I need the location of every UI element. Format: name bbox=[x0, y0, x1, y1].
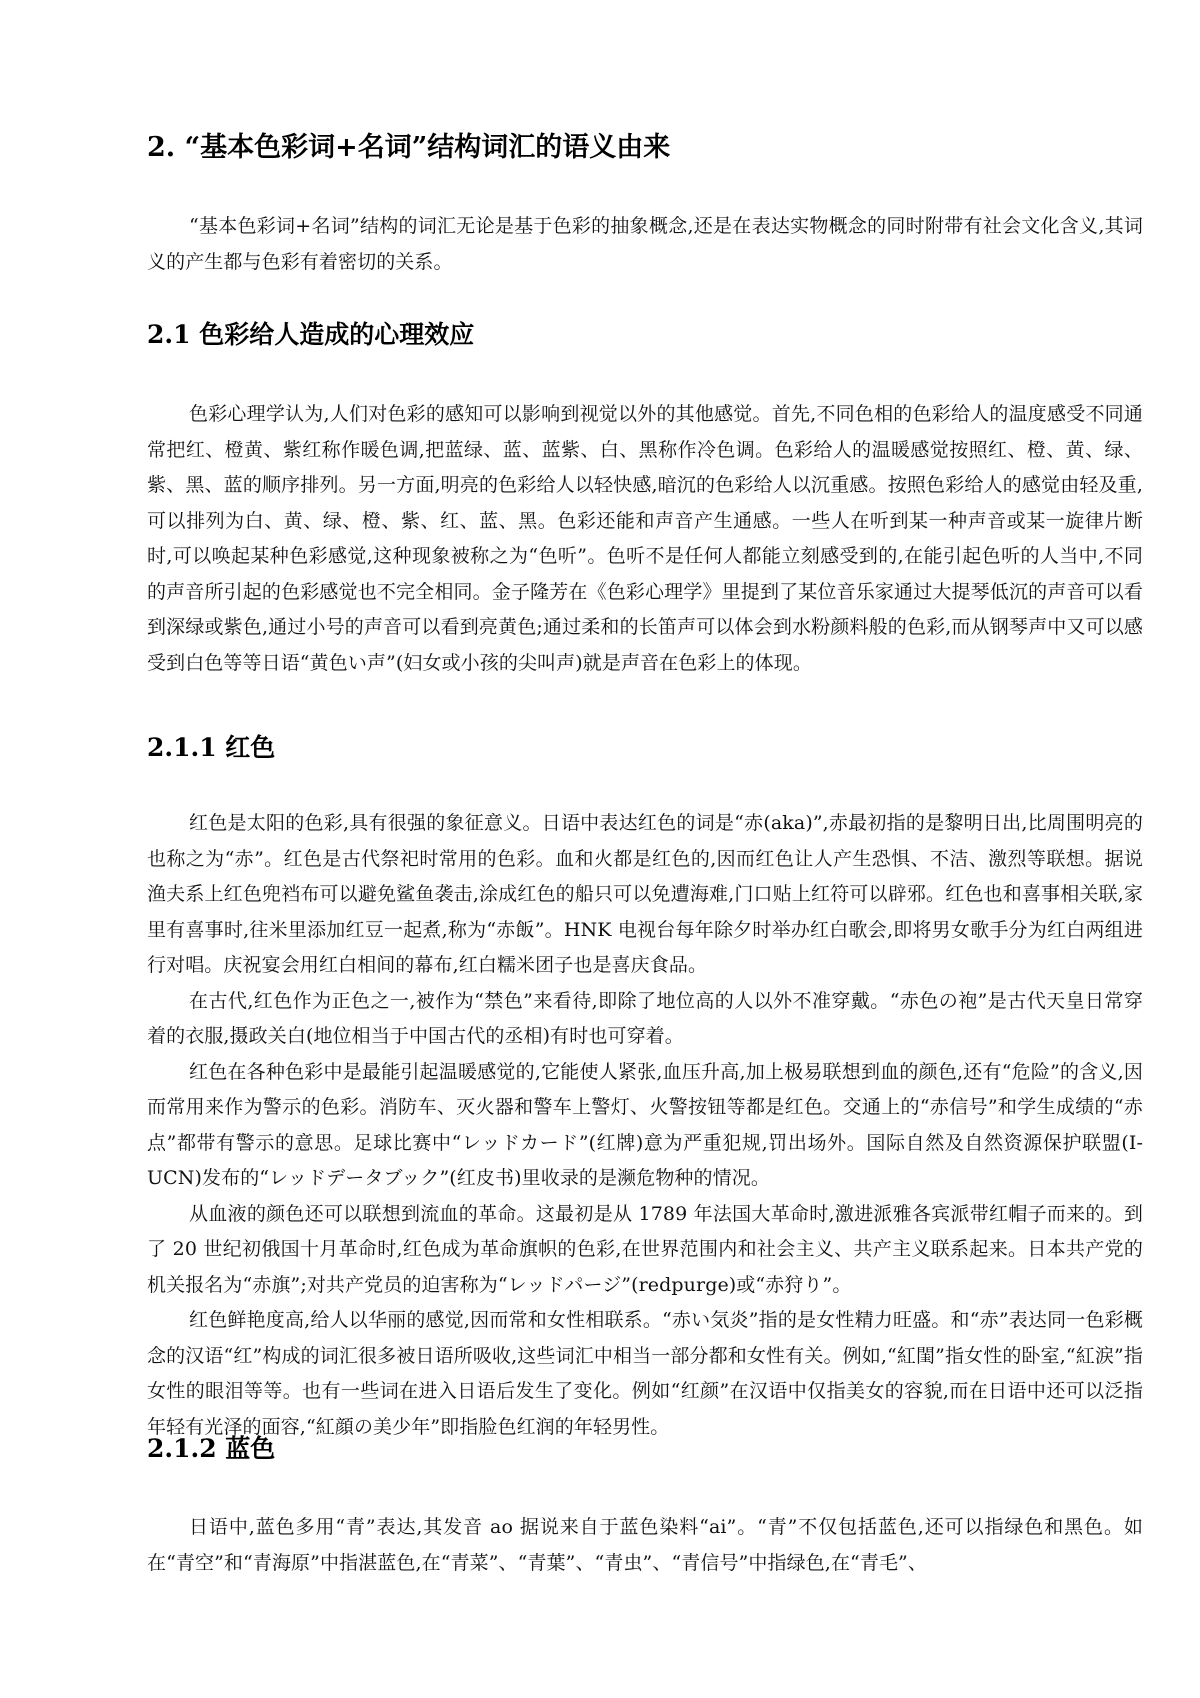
section-heading-2-1: 2.1 色彩给人造成的心理效应 bbox=[147, 320, 475, 349]
psychology-section bbox=[147, 397, 1143, 681]
section-heading-2-1-1: 2.1.1 红色 bbox=[147, 733, 276, 762]
red-paragraph-4: 从血液的颜色还可以联想到流血的革命。这最初是从 1789 年法国大革命时,激进派雅各宾派带红帽子而来的。到了 20 世纪初俄国十月革命时,红色成为革命旗帜的色彩,在世界范围内和社会主义、共产主义联系起来。日本共产党的机关报名为“赤旗”;对共产党员的迫害称为“レッドパージ”(redpurge)或“赤狩り”。 bbox=[147, 1202, 1143, 1296]
red-paragraph-5: 红色鲜艳度高,给人以华丽的感觉,因而常和女性相联系。“赤い気炎”指的是女性精力旺盛。和“赤”表达同一色彩概念的汉语“红”构成的词汇很多被日语所吸收,这些词汇中相当一部分都和女性有关。例如,“紅閨”指女性的卧室,“紅涙”指女性的眼泪等等。也有一些词在进入日语后发生了变化。例如“红颜”在汉语中仅指美女的容貌,而在日语中还可以泛指年轻有光泽的面容,“紅顔の美少年”即指脸色红润的年轻男性。 bbox=[147, 1309, 1143, 1438]
red-paragraph-3: 红色在各种色彩中是最能引起温暖感觉的,它能使人紧张,血压升高,加上极易联想到血的颜色,还有“危险”的含义,因而常用来作为警示的色彩。消防车、灭火器和警车上警灯、火警按钮等都是红色。交通上的“赤信号”和学生成绩的“赤点”都带有警示的意思。足球比赛中“レッドカード”(红牌)意为严重犯规,罚出场外。国际自然及自然资源保护联盟(I-UCN)发布的“レッドデータブック”(红皮书)里收录的是濒危物种的情况。 bbox=[147, 1060, 1143, 1189]
red-paragraph-2: 在古代,红色作为正色之一,被作为“禁色”来看待,即除了地位高的人以外不准穿戴。“赤色の袍”是古代天皇日常穿着的衣服,摄政关白(地位相当于中国古代的丞相)有时也可穿着。 bbox=[147, 989, 1143, 1047]
red-section bbox=[147, 806, 1143, 1445]
intro-paragraph: “基本色彩词+名词”结构的词汇无论是基于色彩的抽象概念,还是在表达实物概念的同时附带有社会文化含义,其词义的产生都与色彩有着密切的关系。 bbox=[147, 215, 1143, 273]
blue-paragraph-1: 日语中,蓝色多用“青”表达,其发音 ao 据说来自于蓝色染料“ai”。“青”不仅包括蓝色,还可以指绿色和黑色。如在“青空”和“青海原”中指湛蓝色,在“青菜”、“青葉”、“青虫”、“青信号”中指绿色,在“青毛”、 bbox=[147, 1516, 1143, 1574]
section-heading-2-1-2: 2.1.2 蓝色 bbox=[147, 1434, 276, 1463]
blue-section bbox=[147, 1510, 1143, 1581]
red-paragraph-1: 红色是太阳的色彩,具有很强的象征意义。日语中表达红色的词是“赤(aka)”,赤最初指的是黎明日出,比周围明亮的也称之为“赤”。红色是古代祭祀时常用的色彩。血和火都是红色的,因而红色让人产生恐惧、不洁、激烈等联想。据说渔夫系上红色兜裆布可以避免鲨鱼袭击,涂成红色的船只可以免遭海难,门口贴上红符可以辟邪。红色也和喜事相关联,家里有喜事时,往米里添加红豆一起煮,称为“赤飯”。HNK 电视台每年除夕时举办红白歌会,即将男女歌手分为红白两组进行对唱。庆祝宴会用红白相间的幕布,红白糯米团子也是喜庆食品。 bbox=[147, 812, 1143, 976]
psychology-paragraph: 色彩心理学认为,人们对色彩的感知可以影响到视觉以外的其他感觉。首先,不同色相的色彩给人的温度感受不同通常把红、橙黄、紫红称作暖色调,把蓝绿、蓝、蓝紫、白、黑称作冷色调。色彩给人的温暖感觉按照红、橙、黄、绿、紫、黑、蓝的顺序排列。另一方面,明亮的色彩给人以轻快感,暗沉的色彩给人以沉重感。按照色彩给人的感觉由轻及重,可以排列为白、黄、绿、橙、紫、红、蓝、黑。色彩还能和声音产生通感。一些人在听到某一种声音或某一旋律片断时,可以唤起某种色彩感觉,这种现象被称之为“色听”。色听不是任何人都能立刻感受到的,在能引起色听的人当中,不同的声音所引起的色彩感觉也不完全相同。金子隆芳在《色彩心理学》里提到了某位音乐家通过大提琴低沉的声音可以看到深绿或紫色,通过小号的声音可以看到亮黄色;通过柔和的长笛声可以体会到水粉颜料般的色彩,而从钢琴声中又可以感受到白色等等日语“黄色い声”(妇女或小孩的尖叫声)就是声音在色彩上的体现。 bbox=[147, 403, 1143, 674]
intro-section bbox=[147, 209, 1143, 280]
section-heading-2: 2. “基本色彩词+名词”结构词汇的语义由来 bbox=[147, 132, 671, 163]
